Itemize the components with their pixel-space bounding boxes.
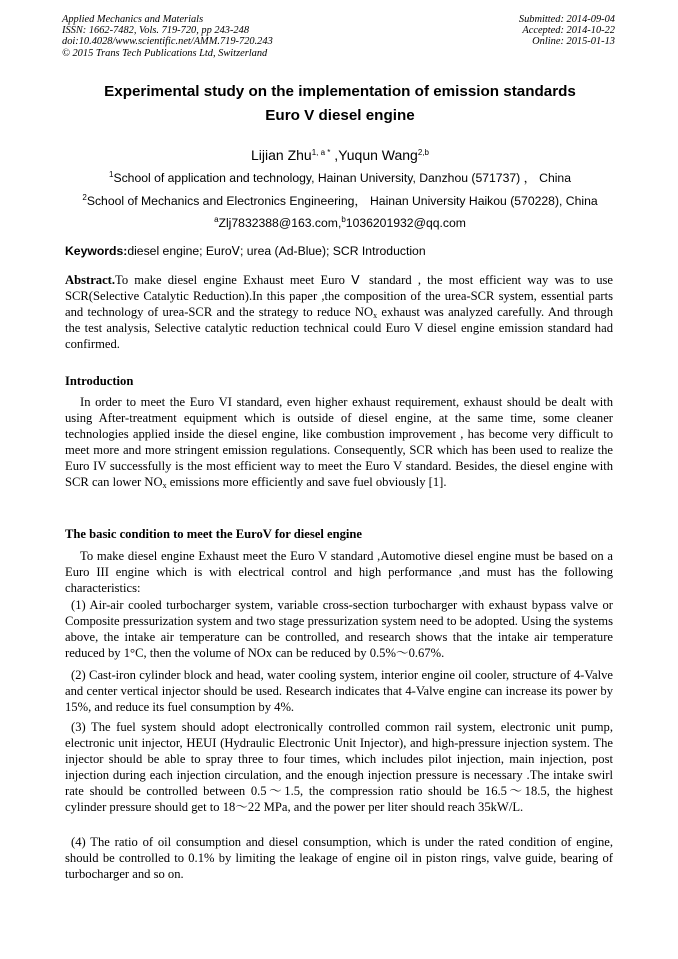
keywords-label: Keywords: [65, 244, 128, 258]
author-2-marker: 2,b [417, 148, 429, 157]
intro-subscript: x [162, 481, 167, 491]
email-a: Zlj7832388@163.com, [218, 216, 342, 230]
submitted-date: Submitted: 2014-09-04 [518, 14, 615, 25]
characteristic-1-text: (1) Air-air cooled turbocharger system, variable cross-section turbocharger with exhaust bypass valve or Composite pressurization system and two stage pressurization system need to be adopted. Using the systems above, the intake air temperature can be controlled, and research shows that the intake air temperature reduced by 1°C, then the volume of NOx can be reduced by 0.5%～0.67%. [65, 598, 613, 661]
characteristic-1 [65, 597, 613, 661]
characteristic-3-text: (3) The fuel system should adopt electronically controlled common rail system, electronic unit pump, electronic unit injector, HEUI (Hydraulic Electronic Unit Injector), and high-pressure injection system. The injector should be able to spray three to four times, which includes pilot injection, main injection, post injection during each injection circulation, and the enough injection pressure is necessary .The intake swirl rate should be controlled between 0.5～1.5, the compression ratio should be 16.5～18.5, the highest cylinder pressure should get to 18～22 MPa, and the power per liter should reach 35kW/L. [65, 720, 613, 815]
title-line-2: Euro V diesel engine [265, 107, 415, 124]
doi-line: doi:10.4028/www.scientific.net/AMM.719-720.243 [62, 36, 273, 48]
characteristic-4 [65, 834, 613, 882]
author-separator: , [330, 147, 339, 163]
keywords-text: diesel engine; EuroⅤ; urea (Ad-Blue); SCR Introduction [127, 244, 426, 258]
paper-title [40, 80, 640, 128]
abstract-text-1: To make diesel engine Exhaust meet Euro Ⅴ standard , the most efficient way was to use SCR(Selective Catalytic Reduction).In this paper ,the composition of the urea-SCR system, essential parts and technology of urea-SCR and the strategy to reduce NO [65, 273, 613, 320]
author-1: Lijian Zhu [251, 147, 312, 163]
email-b-marker: b [341, 215, 346, 224]
email-a-marker: a [214, 215, 219, 224]
abstract [65, 272, 613, 352]
abstract-label: Abstract. [65, 273, 116, 287]
author-emails [30, 216, 650, 231]
copyright-line: © 2015 Trans Tech Publications Ltd, Switzerland [62, 47, 268, 59]
characteristic-4-text: (4) The ratio of oil consumption and diesel consumption, which is under the rated condition of engine, should be controlled to 0.1% by limiting the leakage of engine oil in piston rings, valve guide, bearing of turbocharger and so on. [65, 835, 613, 882]
affiliation-1-marker: 1 [109, 170, 114, 179]
journal-info [62, 14, 273, 59]
author-list [40, 146, 640, 164]
issn-line: ISSN: 1662-7482, Vols. 719-720, pp 243-248 [62, 25, 250, 37]
characteristic-2-text: (2) Cast-iron cylinder block and head, water cooling system, interior engine oil cooler, structure of 4-Valve and center vertical injector should be used. Research indicates that 4-Valve engine can increase its power by 15%, and reduce its fuel consumption by 4%. [65, 668, 613, 715]
introduction-body [65, 394, 613, 491]
section-2-intro-text: To make diesel engine Exhaust meet the Euro V standard ,Automotive diesel engine must be based on a Euro III engine which is with electrical control and high performance ,and must has the following characteristics: [65, 549, 613, 596]
accepted-date: Accepted: 2014-10-22 [522, 25, 615, 37]
affiliation-2-marker: 2 [82, 193, 87, 202]
affiliation-1-text: School of application and technology, Hainan University, Danzhou (571737) ， China [113, 171, 571, 185]
abstract-subscript: x [373, 311, 378, 321]
section-2-intro [65, 548, 613, 596]
title-line-1: Experimental study on the implementation of emission standards [104, 83, 576, 100]
keywords [65, 243, 625, 259]
intro-text-1: In order to meet the Euro VI standard, even higher exhaust requirement, exhaust should be dealt with using After-treatment equipment which is outside of diesel engine, at the same time, some cleaner technologies applied inside the diesel engine, like combustion improvement , has become very difficult to meet more and more stringent emission regulations. Consequently, SCR which has been used to realize the Euro IV successfully is the most efficient way to meet the Euro V standard. Besides, the diesel engine with SCR can lower NO [65, 395, 613, 490]
email-b: 1036201932@qq.com [345, 216, 466, 230]
author-2: Yuqun Wang [338, 147, 418, 163]
affiliation-1 [30, 171, 650, 186]
journal-name: Applied Mechanics and Materials [62, 14, 204, 25]
affiliation-2 [30, 194, 650, 209]
abstract-text-2: exhaust was analyzed carefully. And through the test analysis, Selective catalytic reduction technical could Euro V diesel engine emission standard had confirmed. [65, 305, 613, 352]
section-2-heading: The basic condition to meet the EuroV for diesel engine [65, 527, 362, 541]
online-date: Online: 2015-01-13 [532, 36, 615, 48]
author-1-marker: 1, a * [311, 148, 331, 157]
publication-dates [519, 14, 615, 48]
affiliation-2-text: School of Mechanics and Electronics Engineering， Hainan University Haikou (570228), China [86, 194, 598, 208]
intro-text-2: emissions more efficiently and save fuel obviously [1]. [166, 475, 447, 490]
characteristic-3 [65, 719, 613, 816]
introduction-heading: Introduction [65, 374, 134, 388]
characteristic-2 [65, 667, 613, 715]
